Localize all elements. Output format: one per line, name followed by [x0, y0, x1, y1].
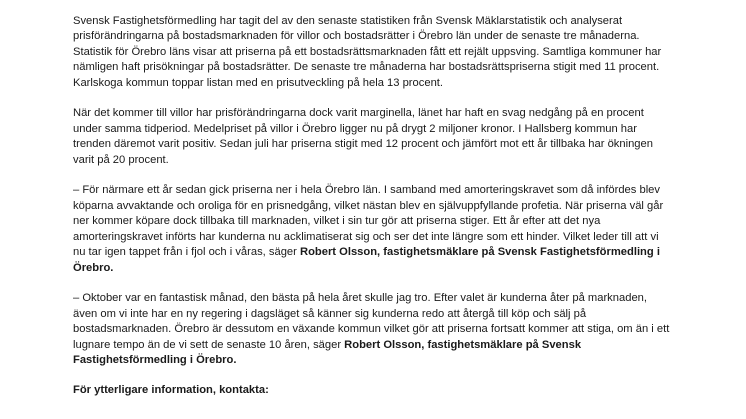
quote-1-text: – För närmare ett år sedan gick priserna ner i hela Örebro län. I samband med amorteringskravet som då infördes blev köparna avvaktande och oroliga för en prisnedgång, vilket nästan blev en självuppfyllande profetia. När priserna väl går ner kommer köpare dock tillbaka till marknaden, vilket i sin tur gör att priserna stiger. Ett år efter att det nya amorteringskravet införts har kunderna nu acklimatiserat sig och ser det inte längre som ett hinder. Vilket leder till att vi nu tar igen tappet från i fjol och i våras, säger — [73, 183, 664, 259]
quote-2-attribution: Robert Olsson, fastighetsmäklare på Svensk Fastighetsförmedling i Örebro. — [73, 338, 582, 367]
quote-paragraph-2 — [73, 291, 673, 369]
quote-1-attribution: Robert Olsson, fastighetsmäklare på Svensk Fastighetsförmedling i Örebro. — [73, 246, 660, 274]
villa-prices-paragraph: När det kommer till villor har prisförändringarna dock varit marginella, länet har haft en svag nedgång på en procent under samma tidperiod. Medelpriset på villor i Örebro ligger nu på drygt 2 miljoner kronor. I Hallsberg kommun har trenden däremot varit positiv. Sedan juli har priserna stigit med 12 procent och jämfört mot ett år tillbaka har ökningen varit på 20 procent. — [73, 107, 653, 166]
press-release-body — [73, 0, 673, 414]
contact-heading: För ytterligare information, kontakta: — [73, 384, 269, 397]
quote-2-text: – Oktober var en fantastisk månad, den bästa på hela året skulle jag tro. Efter valet är kunderna åter på marknaden, även om vi inte har en ny regering i dagsläget så känner sig kunderna redo att återgå till köp och sälj på bostadsmarknaden. Örebro är dessutom en växande kommun vilket gör att priserna fortsatt kommer att stiga, om än i ett lugnare tempo än de vi sett de senaste 10 åren, säger — [73, 292, 670, 351]
cut-off-top-line — [73, 0, 673, 3]
quote-paragraph-1 — [73, 183, 673, 277]
intro-paragraph: Svensk Fastighetsförmedling har tagit del av den senaste statistiken från Svensk Mäklarstatistik och analyserat prisförändringarna på bostadsmarknaden för villor och bostadsrätter i Örebro län under de senaste tre månaderna. Statistik för Örebro läns visar att priserna på ett bostadsrättsmarknaden fått ett rejält uppsving. Samtliga kommuner har nämligen haft prisökningar på bostadsrätter. De senaste tre månaderna har bostadsrättspriserna stigit med 11 procent. Karlskoga kommun toppar listan med en prisutveckling på hela 13 procent. — [73, 14, 662, 89]
